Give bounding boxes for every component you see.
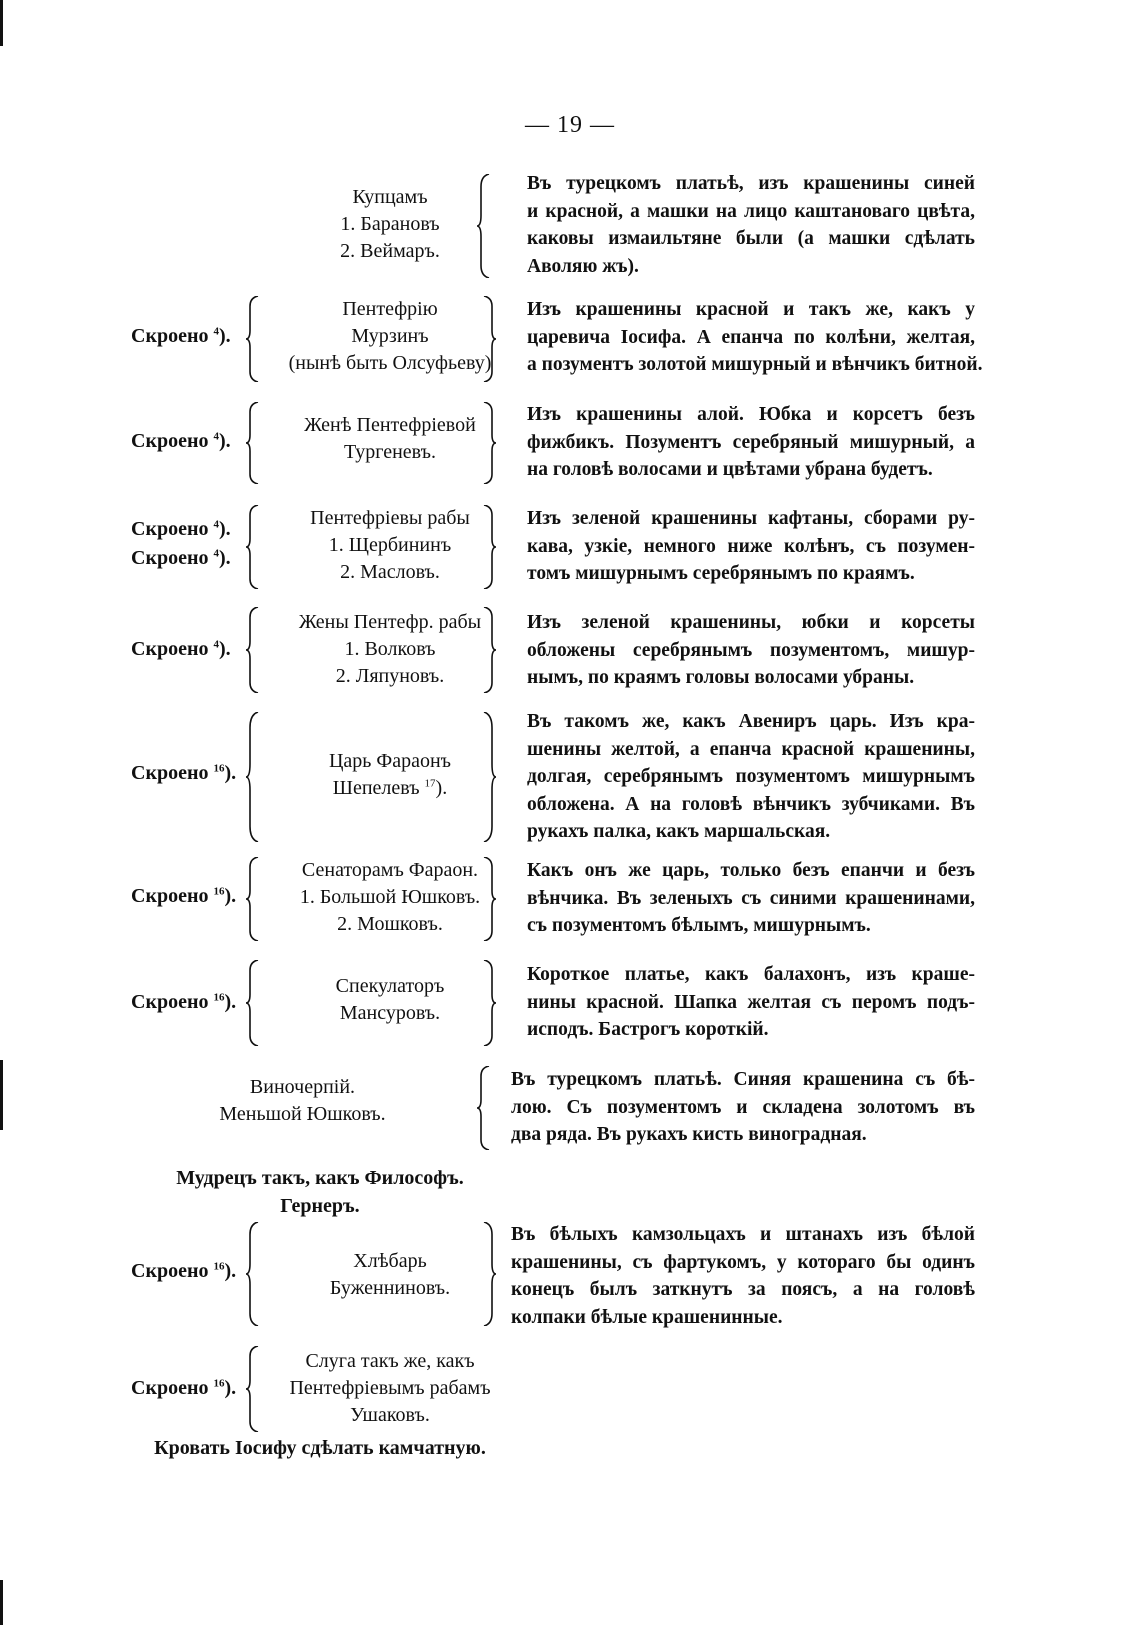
footnote-ref: 4 bbox=[213, 430, 219, 443]
cut-note-text: Скроено bbox=[131, 638, 214, 660]
right-brace bbox=[477, 1066, 491, 1150]
cast-names bbox=[270, 296, 510, 377]
cut-note: Скроено $^4$). bbox=[131, 638, 231, 660]
costume-description bbox=[527, 401, 975, 484]
description-line: кава, узкіе, немного ниже колѣнъ, съ позумен- bbox=[527, 535, 975, 557]
description-line: исподъ. Бастрогъ короткій. bbox=[527, 1019, 769, 1040]
cut-note-text: Скроено bbox=[131, 430, 214, 452]
footnote-ref: 4 bbox=[213, 638, 219, 651]
cast-names bbox=[270, 505, 510, 586]
description-line: колпаки бѣлые крашенинные. bbox=[511, 1306, 783, 1328]
cut-note: Скроено $^{16}$). bbox=[131, 762, 237, 784]
description-line: конецъ былъ заткнутъ за поясъ, а на головѣ bbox=[511, 1279, 975, 1300]
left-brace bbox=[246, 1346, 260, 1432]
description-line: царевича Іосифа. А епанча по колѣни, желтая, bbox=[527, 326, 975, 348]
cut-note: Скроено $^{16}$). bbox=[131, 991, 237, 1013]
description-line: а позументъ золотой мишурный и вѣнчикъ битной. bbox=[527, 354, 983, 375]
right-brace bbox=[482, 712, 496, 842]
footnote-ref: 4 bbox=[213, 518, 219, 531]
cast-line: Купцамъ bbox=[352, 186, 428, 208]
left-brace bbox=[246, 712, 260, 842]
cast-line: 1. Волковъ bbox=[344, 638, 436, 660]
cast-line: Мансуровъ. bbox=[339, 1002, 441, 1024]
description-line: Изъ крашенины алой. Юбка и корсетъ безъ bbox=[527, 404, 975, 425]
left-brace bbox=[246, 1222, 260, 1326]
description-line: Въ турецкомъ платьѣ, изъ крашенины синей bbox=[527, 173, 975, 194]
cast-line: Меньшой Юшковъ. bbox=[219, 1103, 386, 1125]
description-line: и красной, а машки на лицо каштановаго цвѣта, bbox=[527, 200, 975, 222]
footnote-ref: 16 bbox=[213, 1377, 225, 1390]
cast-line: Жены Пентефр. рабы bbox=[298, 611, 482, 633]
costume-description bbox=[527, 961, 975, 1044]
footnote-ref: 16 bbox=[213, 885, 225, 898]
footnote-ref: 17 bbox=[424, 777, 436, 790]
costume-description bbox=[527, 857, 975, 940]
description-line: Изъ зеленой крашенины, юбки и корсеты bbox=[527, 612, 975, 633]
description-line: крашенины, съ фартукомъ, у котораго бы одинъ bbox=[511, 1251, 975, 1273]
cut-note: Скроено $^4$). bbox=[131, 325, 231, 347]
cast-names bbox=[270, 1248, 510, 1302]
left-brace bbox=[246, 296, 260, 382]
cast-names bbox=[270, 184, 510, 265]
closing-line: Кровать Іосифу сдѣлать камчатную. bbox=[154, 1437, 486, 1459]
right-brace bbox=[482, 505, 496, 589]
description-line: томъ мишурнымъ серебрянымъ по краямъ. bbox=[527, 563, 915, 584]
cast-line: 1. Щербининъ bbox=[328, 534, 452, 556]
description-line: нымъ, по краямъ головы волосами убраны. bbox=[527, 667, 915, 688]
footnote-ref: 16 bbox=[213, 991, 225, 1004]
cast-names bbox=[270, 412, 510, 466]
cut-note: Скроено $^{16}$). bbox=[131, 1377, 237, 1399]
description-line: два ряда. Въ рукахъ кисть виноградная. bbox=[511, 1124, 867, 1145]
left-brace bbox=[246, 607, 260, 693]
description-line: обложена. А на головѣ вѣнчикъ зубчиками. Въ bbox=[527, 793, 975, 815]
entry-sage bbox=[0, 1164, 640, 1220]
description-line: Въ бѣлыхъ камзольцахъ и штанахъ изъ бѣлой bbox=[511, 1224, 975, 1245]
scan-edge-mark bbox=[0, 1580, 3, 1625]
costume-description bbox=[511, 1221, 975, 1331]
cast-line: Мурзинъ bbox=[351, 325, 429, 347]
description-line: Короткое платье, какъ балахонъ, изъ краше- bbox=[527, 964, 975, 985]
cast-names bbox=[270, 1348, 510, 1429]
cast-line: Сенаторамъ Фараон. bbox=[301, 859, 479, 881]
page-number: — 19 — bbox=[525, 112, 615, 138]
cut-note-text: Скроено bbox=[131, 518, 214, 540]
costume-description bbox=[527, 296, 983, 379]
right-brace bbox=[482, 857, 496, 941]
description-line: фижбикъ. Позументъ серебряный мишурный, а bbox=[527, 431, 975, 453]
left-brace bbox=[246, 857, 260, 941]
right-brace bbox=[482, 402, 496, 484]
cast-names bbox=[270, 748, 510, 802]
cast-line: Пентефрію bbox=[342, 298, 438, 320]
footnote-ref: 4 bbox=[213, 325, 219, 338]
cut-note-text: Скроено bbox=[131, 762, 214, 784]
description-line: долгая, серебрянымъ позументомъ мишурнымъ bbox=[527, 766, 975, 787]
cut-note-text: Скроено bbox=[131, 885, 214, 907]
cast-line: Спекулаторъ bbox=[335, 975, 445, 997]
cast-line: Мудрецъ такъ, какъ Философъ. bbox=[176, 1167, 464, 1189]
description-line: шенины желтой, а епанча красной крашенины, bbox=[527, 738, 975, 760]
cast-line: 2. Веймаръ. bbox=[340, 240, 440, 262]
cast-line: Тургеневъ. bbox=[344, 441, 436, 463]
cast-line: Шепелевъ $^{17}$). bbox=[332, 777, 448, 799]
left-brace bbox=[246, 505, 260, 589]
description-line: Въ турецкомъ платьѣ. Синяя крашенина съ бѣ- bbox=[511, 1069, 975, 1090]
cast-names bbox=[270, 609, 510, 690]
description-line: съ позументомъ бѣлымъ, мишурнымъ. bbox=[527, 915, 871, 936]
description-line: вѣнчика. Въ зеленыхъ съ синими крашенинами, bbox=[527, 887, 975, 909]
left-brace bbox=[246, 960, 260, 1046]
cast-names bbox=[270, 973, 510, 1027]
description-line: Изъ зеленой крашенины кафтаны, сборами ру- bbox=[527, 508, 975, 529]
cut-note: Скроено $^4$). bbox=[131, 430, 231, 452]
cast-line: Царь Фараонъ bbox=[328, 750, 452, 772]
footnote-ref: 4 bbox=[213, 547, 219, 560]
cast-line: 1. Барановъ bbox=[340, 213, 440, 235]
cut-note-text: Скроено bbox=[131, 991, 214, 1013]
right-brace bbox=[477, 174, 491, 278]
costume-description bbox=[527, 505, 975, 588]
cast-line: 2. Масловъ. bbox=[340, 561, 440, 583]
right-brace bbox=[482, 960, 496, 1046]
cast-line: Слуга такъ же, какъ bbox=[305, 1350, 475, 1372]
cast-name: Шепелевъ bbox=[332, 777, 425, 799]
costume-description bbox=[527, 170, 975, 280]
cut-note-text: Скроено bbox=[131, 325, 214, 347]
cut-note-line: Скроено $^4$). bbox=[131, 547, 231, 569]
description-line: Изъ крашенины красной и такъ же, какъ у bbox=[527, 299, 975, 320]
description-line: на головѣ волосами и цвѣтами убрана будетъ. bbox=[527, 459, 933, 480]
cut-note bbox=[131, 515, 251, 573]
right-brace bbox=[482, 296, 496, 382]
cast-line: Гернеръ. bbox=[280, 1195, 360, 1217]
costume-description bbox=[527, 708, 975, 846]
description-line: нины красной. Шапка желтая съ перомъ подъ- bbox=[527, 991, 975, 1013]
cast-names bbox=[270, 857, 510, 938]
cast-line: Виночерпій. bbox=[249, 1076, 356, 1098]
right-brace bbox=[482, 607, 496, 693]
scan-edge-mark bbox=[0, 1060, 3, 1130]
cast-line: Пентефріевымъ рабамъ bbox=[289, 1377, 491, 1399]
scan-edge-mark bbox=[0, 0, 3, 46]
footnote-ref: 16 bbox=[213, 1260, 225, 1273]
cut-note-line: Скроено $^4$). bbox=[131, 518, 231, 540]
cast-line: Ушаковъ. bbox=[350, 1404, 430, 1426]
cast-names bbox=[150, 1074, 455, 1128]
description-line: Въ такомъ же, какъ Авениръ царь. Изъ кра- bbox=[527, 711, 975, 732]
description-line: Аволяю жъ). bbox=[527, 255, 639, 277]
cut-note: Скроено $^{16}$). bbox=[131, 885, 237, 907]
footnote-ref: 16 bbox=[213, 762, 225, 775]
cast-line: Женѣ Пентефріевой bbox=[304, 414, 476, 436]
left-brace bbox=[246, 402, 260, 484]
costume-description bbox=[511, 1066, 975, 1149]
cut-note-text: Скроено bbox=[131, 1260, 214, 1282]
cast-line: Буженниновъ. bbox=[329, 1277, 451, 1299]
cast-line: Пентефріевы рабы bbox=[310, 507, 470, 529]
cut-note-text: Скроено bbox=[131, 1377, 214, 1399]
description-line: Какъ онъ же царь, только безъ епанчи и безъ bbox=[527, 860, 975, 881]
description-line: каковы измаильтяне были (а машки сдѣлать bbox=[527, 228, 975, 249]
description-line: рукахъ палка, какъ маршальская. bbox=[527, 821, 831, 842]
cast-line: Хлѣбарь bbox=[353, 1250, 427, 1272]
description-line: обложены серебрянымъ позументомъ, мишур- bbox=[527, 639, 975, 661]
cut-note-text: Скроено bbox=[131, 547, 214, 569]
costume-description bbox=[527, 609, 975, 692]
cut-note: Скроено $^{16}$). bbox=[131, 1260, 237, 1282]
cast-line: 2. Ляпуновъ. bbox=[335, 665, 445, 687]
cast-line: 1. Большой Юшковъ. bbox=[299, 886, 481, 908]
cast-line: (нынѣ быть Олсуфьеву) bbox=[288, 352, 492, 374]
description-line: лою. Съ позументомъ и складена золотомъ въ bbox=[511, 1096, 975, 1118]
right-brace bbox=[482, 1222, 496, 1326]
cast-line: 2. Мошковъ. bbox=[337, 913, 443, 935]
